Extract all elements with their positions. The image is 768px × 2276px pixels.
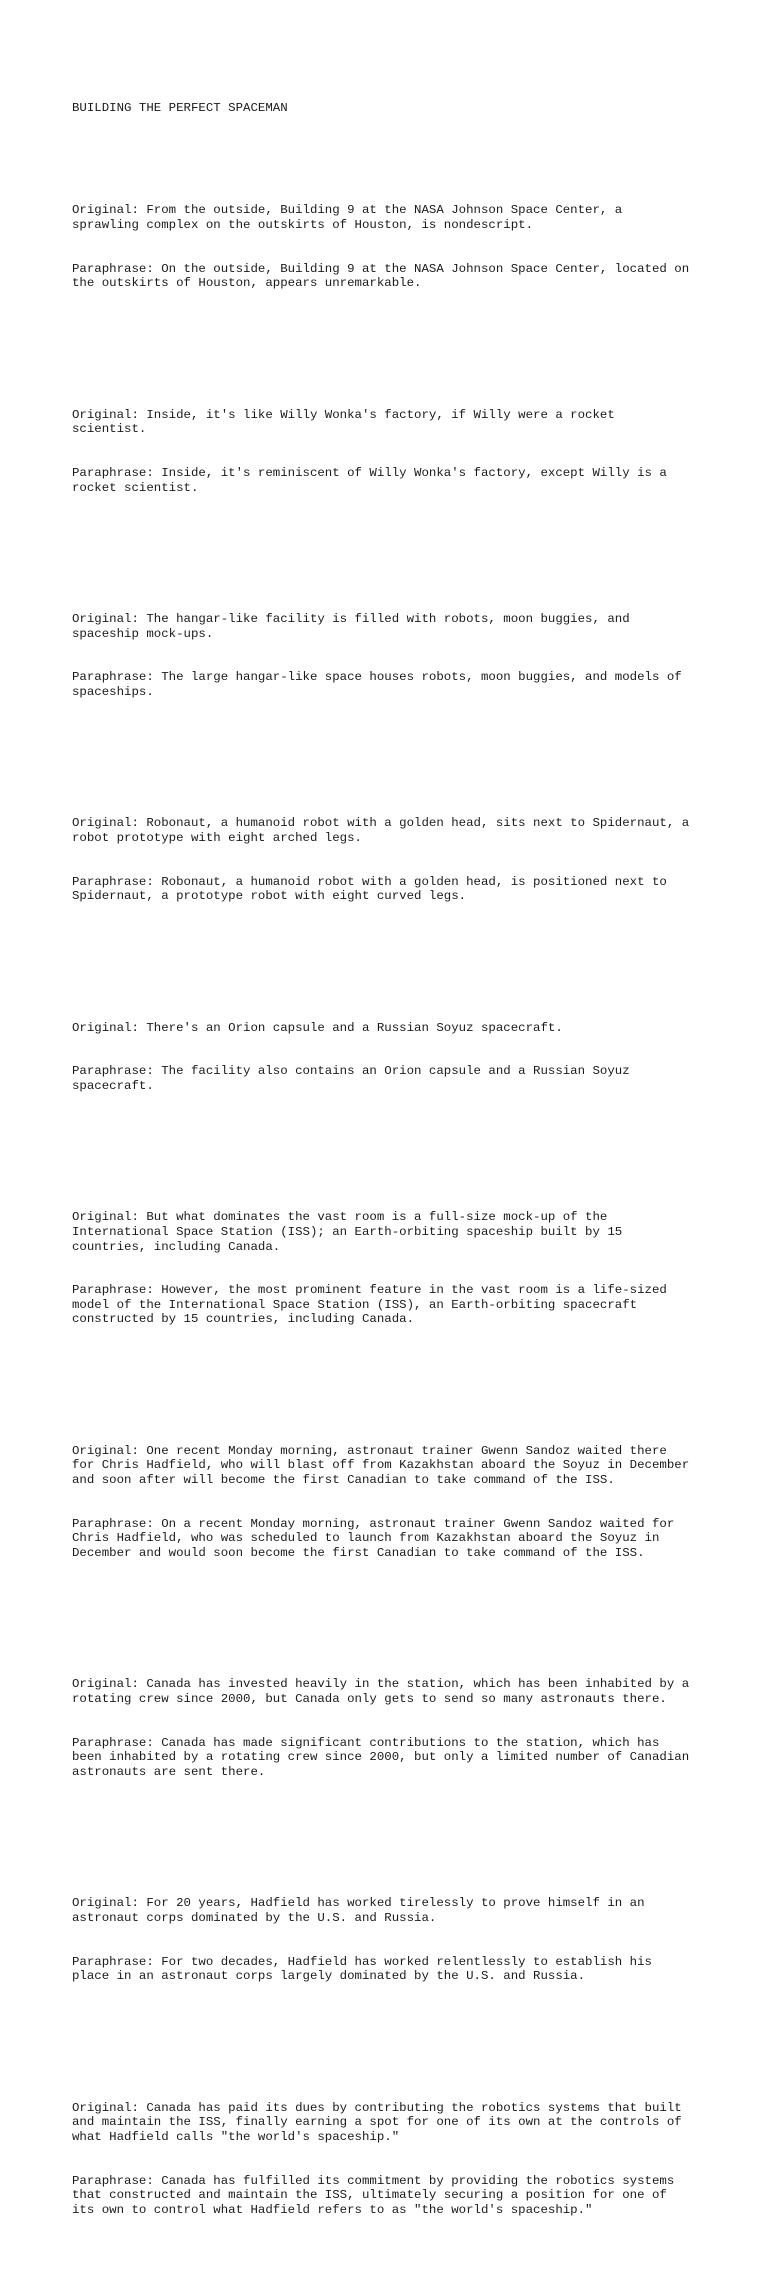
original-text: Original: For 20 years, Hadfield has worked tirelessly to prove himself in an astronaut corps dominated by the U.S. and Russia. (72, 1896, 645, 1925)
paraphrase-text: Paraphrase: Canada has fulfilled its commitment by providing the robotics systems that constructed and maintain the ISS, ultimately securing a position for one of its own to control what Hadfield refers to as "the world's spaceship." (72, 2173, 675, 2217)
original-text: Original: But what dominates the vast room is a full-size mock-up of the International Space Station (ISS); an Earth-orbiting spaceship built by 15 countries, including Canada. (72, 1210, 623, 1254)
original-text: Original: Canada has invested heavily in the station, which has been inhabited by a rotating crew since 2000, but Canada only gets to send so many astronauts there. (72, 1677, 690, 1706)
document-page (72, 72, 712, 2276)
paraphrase-text: Paraphrase: The facility also contains an Orion capsule and a Russian Soyuz spacecraft. (72, 1064, 630, 1093)
original-text: Original: Inside, it's like Willy Wonka's factory, if Willy were a rocket scientist. (72, 407, 615, 437)
passage-block (72, 2071, 712, 2246)
paraphrase-text: Paraphrase: Robonaut, a humanoid robot with a golden head, is positioned next to Spidernaut, a prototype robot with eight curved legs. (72, 874, 667, 904)
passage-block (72, 1181, 712, 1356)
passage-block (72, 991, 712, 1122)
paraphrase-text: Paraphrase: Inside, it's reminiscent of Willy Wonka's factory, except Willy is a rocket scientist. (72, 466, 667, 495)
passage-block (72, 174, 712, 320)
paraphrase-text: Paraphrase: For two decades, Hadfield has worked relentlessly to establish his place in an astronaut corps largely dominated by the U.S. and Russia. (72, 1954, 652, 1984)
paraphrase-text: Paraphrase: On the outside, Building 9 at the NASA Johnson Space Center, located on the outskirts of Houston, appears unremarkable. (72, 261, 690, 291)
original-text: Original: There's an Orion capsule and a Russian Soyuz spacecraft. (72, 1020, 563, 1035)
paraphrase-text: Paraphrase: The large hangar-like space houses robots, moon buggies, and models of spaceships. (72, 670, 682, 699)
original-text: Original: The hangar-like facility is filled with robots, moon buggies, and spaceship mock-ups. (72, 611, 630, 641)
paraphrase-text: Paraphrase: On a recent Monday morning, astronaut trainer Gwenn Sandoz waited for Chris Hadfield, who was scheduled to launch from Kazakhstan aboard the Soyuz in December and would soon become the first Canadian to take command of the ISS. (72, 1516, 675, 1560)
original-text: Original: Robonaut, a humanoid robot with a golden head, sits next to Spidernaut, a robot prototype with eight arched legs. (72, 816, 690, 845)
paraphrase-text: Paraphrase: However, the most prominent feature in the vast room is a life-sized model of the International Space Station (ISS), an Earth-orbiting spacecraft constructed by 15 countries, including Canada. (72, 1283, 667, 1327)
original-text: Original: One recent Monday morning, astronaut trainer Gwenn Sandoz waited there for Chris Hadfield, who will blast off from Kazakhstan aboard the Soyuz in December and soon after will become the first Canadian to take command of the ISS. (72, 1443, 690, 1487)
original-text: Original: Canada has paid its dues by contributing the robotics systems that built and maintain the ISS, finally earning a spot for one of its own at the controls of what Hadfield calls "the world's spaceship." (72, 2100, 682, 2144)
passage-block (72, 1867, 712, 2013)
passage-block (72, 1648, 712, 1809)
document-title: BUILDING THE PERFECT SPACEMAN (72, 101, 288, 116)
original-text: Original: From the outside, Building 9 at the NASA Johnson Space Center, a sprawling complex on the outskirts of Houston, is nondescript. (72, 203, 623, 232)
passage-block (72, 787, 712, 933)
passage-block (72, 1415, 712, 1590)
passage-block (72, 583, 712, 729)
passage-block (72, 378, 712, 524)
paraphrase-text: Paraphrase: Canada has made significant contributions to the station, which has been inhabited by a rotating crew since 2000, but only a limited number of Canadian astronauts are sent there. (72, 1735, 690, 1779)
